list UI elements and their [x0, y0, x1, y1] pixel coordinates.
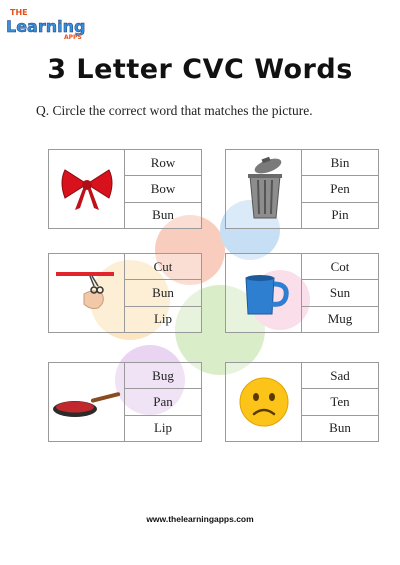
- word-option[interactable]: Pin: [331, 207, 349, 223]
- picture-cell: [226, 363, 302, 441]
- word-option[interactable]: Ten: [302, 389, 378, 415]
- page-title: 3 Letter CVC Words: [47, 54, 353, 85]
- word-option[interactable]: Cut: [125, 254, 201, 280]
- cut-icon: [54, 264, 118, 320]
- sad-face-icon: [238, 376, 290, 428]
- footer-url: www.thelearningapps.com: [146, 514, 254, 524]
- bow-icon: [57, 164, 117, 214]
- word-option[interactable]: Row: [125, 150, 201, 176]
- exercise-card-sad: [225, 362, 379, 442]
- svg-text:THE: THE: [10, 8, 28, 17]
- picture-cell: [49, 363, 125, 441]
- question-text: Q. Circle the correct word that matches the picture.: [36, 103, 313, 118]
- picture-cell: [226, 254, 302, 332]
- picture-cell: [49, 254, 125, 332]
- word-option[interactable]: Cot: [302, 254, 378, 280]
- mug-icon: [236, 268, 292, 318]
- exercise-card-mug: [225, 253, 379, 333]
- exercise-card-cut: [48, 253, 202, 333]
- word-option[interactable]: Bun: [125, 280, 201, 306]
- svg-text:APPS: APPS: [64, 34, 82, 40]
- word-option[interactable]: Pen: [302, 176, 378, 202]
- word-option[interactable]: Bin: [302, 150, 378, 176]
- picture-cell: [49, 150, 125, 228]
- learning-apps-logo: [4, 6, 96, 40]
- exercise-card-bin: [225, 149, 379, 229]
- word-option[interactable]: Bow: [125, 176, 201, 202]
- word-option[interactable]: Pan: [125, 389, 201, 415]
- word-option[interactable]: Bun: [152, 207, 174, 223]
- word-option[interactable]: Bun: [329, 420, 351, 436]
- word-option[interactable]: Bug: [125, 363, 201, 389]
- word-option[interactable]: Sad: [302, 363, 378, 389]
- exercise-card-bow: [48, 149, 202, 229]
- word-option[interactable]: Lip: [153, 420, 173, 436]
- exercise-card-pan: [48, 362, 202, 442]
- svg-text:Learning: Learning: [6, 17, 86, 36]
- picture-cell: [226, 150, 302, 228]
- word-option[interactable]: Sun: [302, 280, 378, 306]
- word-option[interactable]: Mug: [327, 311, 353, 327]
- word-option[interactable]: Lip: [153, 311, 173, 327]
- pan-icon: [51, 389, 123, 429]
- trash-bin-icon: [240, 156, 290, 222]
